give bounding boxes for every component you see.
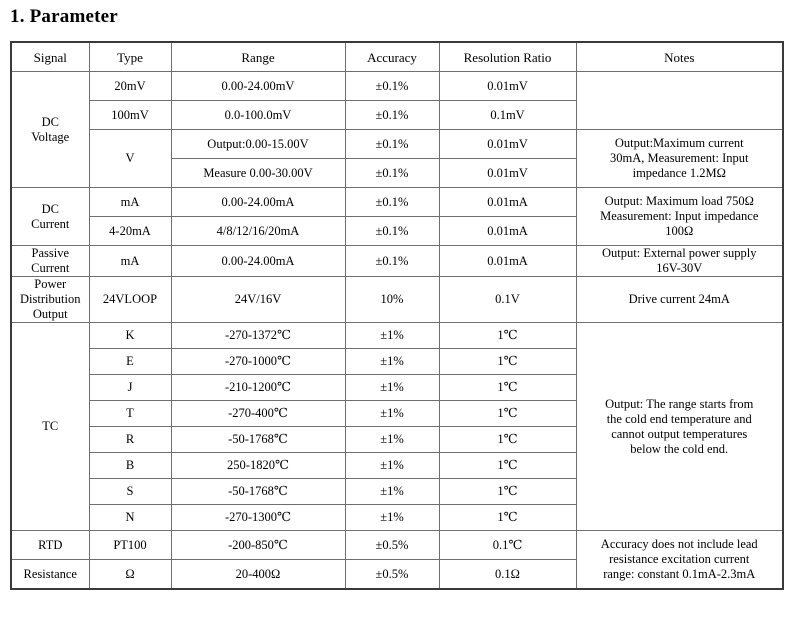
resolution-value: 0.01mA — [439, 188, 576, 217]
accuracy-value: ±1% — [345, 479, 439, 505]
range-value: 0.00-24.00mA — [171, 188, 345, 217]
notes-tc: Output: The range starts from the cold end temperature and cannot output temperatures below the cold end. — [576, 323, 783, 531]
notes-passive-current: Output: External power supply 16V-30V — [576, 246, 783, 277]
accuracy-value: ±1% — [345, 401, 439, 427]
table-row — [11, 130, 783, 159]
range-value: 250-1820℃ — [171, 453, 345, 479]
accuracy-value: ±0.1% — [345, 246, 439, 277]
resolution-value: 0.01mV — [439, 72, 576, 101]
range-value: -270-1372℃ — [171, 323, 345, 349]
accuracy-value: 10% — [345, 277, 439, 323]
range-value: -270-1300℃ — [171, 505, 345, 531]
resolution-value: 1℃ — [439, 505, 576, 531]
signal-rtd: RTD — [11, 531, 89, 560]
resolution-value: 0.01mV — [439, 130, 576, 159]
range-value: -50-1768℃ — [171, 427, 345, 453]
accuracy-value: ±0.1% — [345, 101, 439, 130]
resolution-value: 1℃ — [439, 401, 576, 427]
accuracy-value: ±1% — [345, 349, 439, 375]
range-value: Measure 0.00-30.00V — [171, 159, 345, 188]
accuracy-value: ±1% — [345, 323, 439, 349]
range-value: -270-1000℃ — [171, 349, 345, 375]
header-type: Type — [89, 42, 171, 72]
accuracy-value: ±0.1% — [345, 130, 439, 159]
range-value: 0.00-24.00mV — [171, 72, 345, 101]
notes-empty — [576, 72, 783, 130]
type-tc-n: N — [89, 505, 171, 531]
header-accuracy: Accuracy — [345, 42, 439, 72]
range-value: 0.00-24.00mA — [171, 246, 345, 277]
signal-resistance: Resistance — [11, 560, 89, 590]
signal-power-distribution-output: Power Distribution Output — [11, 277, 89, 323]
header-resolution: Resolution Ratio — [439, 42, 576, 72]
range-value: -270-400℃ — [171, 401, 345, 427]
resolution-value: 0.1Ω — [439, 560, 576, 590]
signal-dc-current: DC Current — [11, 188, 89, 246]
signal-passive-current: Passive Current — [11, 246, 89, 277]
resolution-value: 1℃ — [439, 453, 576, 479]
notes-dc-current: Output: Maximum load 750Ω Measurement: Input impedance 100Ω — [576, 188, 783, 246]
type-tc-s: S — [89, 479, 171, 505]
type-tc-r: R — [89, 427, 171, 453]
notes-power-distribution: Drive current 24mA — [576, 277, 783, 323]
range-value: -50-1768℃ — [171, 479, 345, 505]
range-value: -210-1200℃ — [171, 375, 345, 401]
range-value: 20-400Ω — [171, 560, 345, 590]
type-ohm: Ω — [89, 560, 171, 590]
type-tc-k: K — [89, 323, 171, 349]
type-tc-b: B — [89, 453, 171, 479]
accuracy-value: ±0.1% — [345, 72, 439, 101]
resolution-value: 0.1mV — [439, 101, 576, 130]
resolution-value: 1℃ — [439, 427, 576, 453]
type-20mv: 20mV — [89, 72, 171, 101]
type-v: V — [89, 130, 171, 188]
signal-dc-voltage: DC Voltage — [11, 72, 89, 188]
type-tc-e: E — [89, 349, 171, 375]
table-row — [11, 277, 783, 323]
type-ma: mA — [89, 188, 171, 217]
type-4-20ma: 4-20mA — [89, 217, 171, 246]
type-pt100: PT100 — [89, 531, 171, 560]
type-tc-j: J — [89, 375, 171, 401]
resolution-value: 1℃ — [439, 375, 576, 401]
resolution-value: 0.01mA — [439, 217, 576, 246]
parameter-table-container — [10, 41, 782, 590]
range-value: 0.0-100.0mV — [171, 101, 345, 130]
accuracy-value: ±0.5% — [345, 531, 439, 560]
table-row — [11, 72, 783, 101]
accuracy-value: ±1% — [345, 453, 439, 479]
header-notes: Notes — [576, 42, 783, 72]
accuracy-value: ±1% — [345, 427, 439, 453]
resolution-value: 1℃ — [439, 479, 576, 505]
accuracy-value: ±0.1% — [345, 217, 439, 246]
header-range: Range — [171, 42, 345, 72]
type-24vloop: 24VLOOP — [89, 277, 171, 323]
type-100mv: 100mV — [89, 101, 171, 130]
table-row — [11, 323, 783, 349]
table-row — [11, 188, 783, 217]
range-value: Output:0.00-15.00V — [171, 130, 345, 159]
range-value: -200-850℃ — [171, 531, 345, 560]
type-ma: mA — [89, 246, 171, 277]
resolution-value: 1℃ — [439, 349, 576, 375]
resolution-value: 0.1℃ — [439, 531, 576, 560]
resolution-value: 0.01mA — [439, 246, 576, 277]
type-tc-t: T — [89, 401, 171, 427]
range-value: 24V/16V — [171, 277, 345, 323]
range-value: 4/8/12/16/20mA — [171, 217, 345, 246]
accuracy-value: ±0.1% — [345, 159, 439, 188]
accuracy-value: ±0.5% — [345, 560, 439, 590]
accuracy-value: ±0.1% — [345, 188, 439, 217]
header-signal: Signal — [11, 42, 89, 72]
resolution-value: 1℃ — [439, 323, 576, 349]
resolution-value: 0.1V — [439, 277, 576, 323]
table-header-row — [11, 42, 783, 72]
notes-rtd-resistance: Accuracy does not include lead resistance excitation current range: constant 0.1mA-2.3mA — [576, 531, 783, 590]
page-title: 1. Parameter — [10, 6, 118, 27]
resolution-value: 0.01mV — [439, 159, 576, 188]
accuracy-value: ±1% — [345, 505, 439, 531]
parameter-table — [10, 41, 784, 590]
table-row — [11, 531, 783, 560]
notes-dc-voltage: Output:Maximum current 30mA, Measurement: Input impedance 1.2MΩ — [576, 130, 783, 188]
accuracy-value: ±1% — [345, 375, 439, 401]
signal-tc: TC — [11, 323, 89, 531]
table-row — [11, 246, 783, 277]
